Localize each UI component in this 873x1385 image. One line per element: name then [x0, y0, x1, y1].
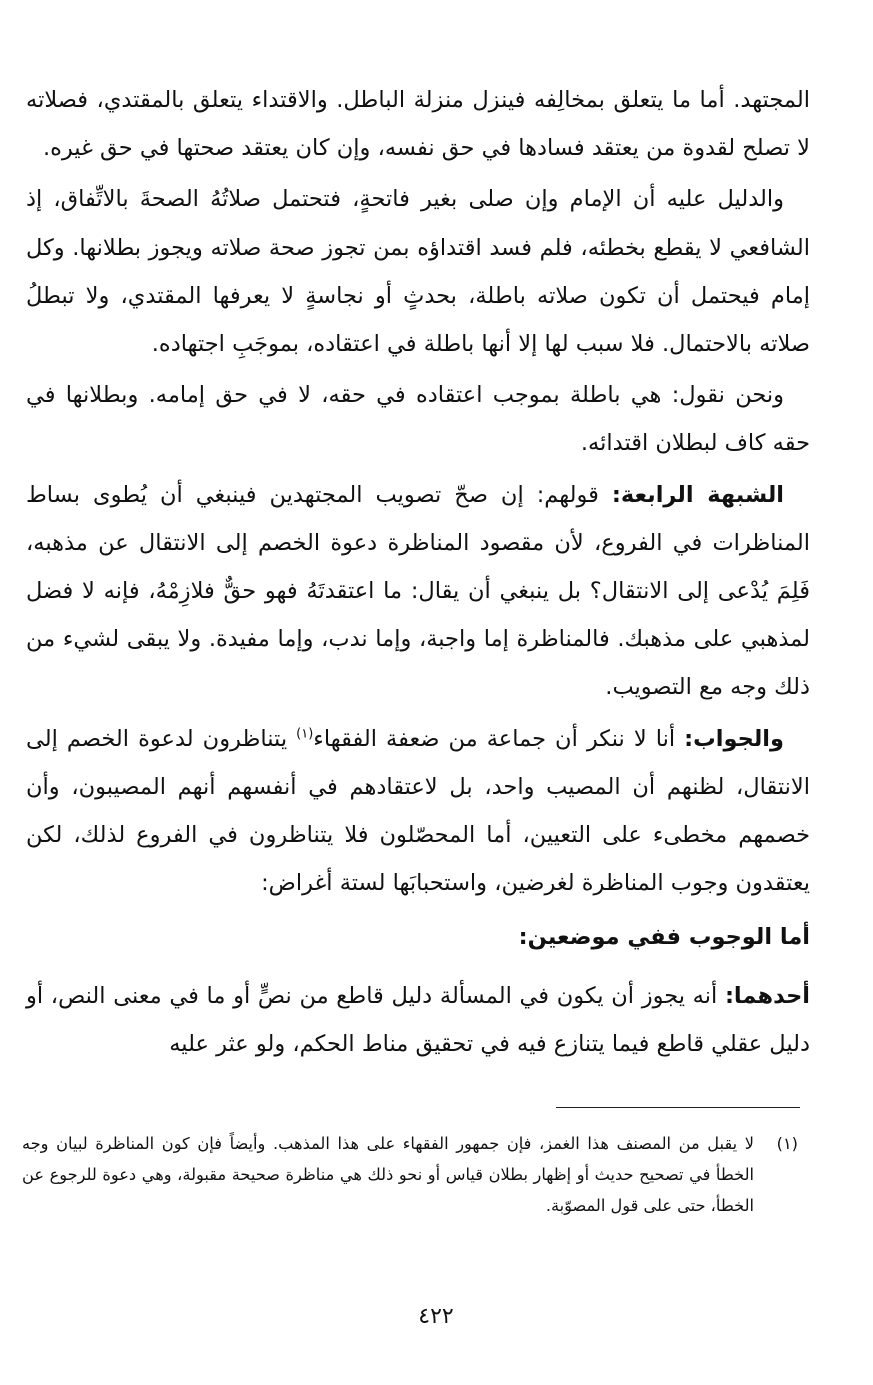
footnotes: [22, 1128, 798, 1221]
paragraph-3-text: ونحن نقول: هي باطلة بموجب اعتقاده في حقه، لا في حق إمامه. وبطلانها في حقه كاف لبطلان اقتدائه.: [26, 382, 810, 457]
paragraph-1-text: المجتهد. أما ما يتعلق بمخالِفه فينزل منزلة الباطل. والاقتداء يتعلق بالمقتدي، فصلاته لا تصلح لقدوة من يعتقد فسادها في حق نفسه، وإن كان يعتقد صحتها في حق غيره.: [26, 87, 810, 162]
paragraph-3: [26, 371, 810, 467]
paragraph-6-lead: أحدهما:: [724, 982, 810, 1009]
paragraph-6: [26, 972, 810, 1068]
paragraph-4: [26, 471, 810, 712]
footnote-reference: (١): [296, 726, 314, 742]
paragraph-6-text: أنه يجوز أن يكون في المسألة دليل قاطع من نصٍّ أو ما في معنى النص، أو دليل عقلي قاطع فيما يتنازع فيه في تحقيق مناط الحكم، ولو عثر عليه: [26, 982, 810, 1057]
paragraph-5-text: يتناظرون لدعوة الخصم إلى الانتقال، لظنهم أن المصيب واحد، بل لاعتقادهم في أنفسهم أنهم المصيبون، وأن خصمهم مخطىء على التعيين، أما المحصّلون فلا يتناظرون في الفروع لذلك، لكن يعتقدون وجوب المناظرة لغرضين، واستحبابَها لستة أغراض:: [26, 725, 810, 897]
page-number: ٤٢٢: [418, 1304, 454, 1329]
paragraph-1: [26, 76, 810, 172]
footnote-divider: [556, 1107, 800, 1108]
main-text: [26, 76, 810, 1071]
paragraph-5-text-before: أنا لا ننكر أن جماعة من ضعفة الفقهاء: [313, 725, 676, 752]
paragraph-2-text: والدليل عليه أن الإمام وإن صلى بغير فاتحةٍ، فتحتمل صلاتُهُ الصحةَ بالاتِّفاق، إذ الشافعي لا يقطع بخطئه، فلم فسد اقتداؤه بمن تجوز صحة صلاته ويجوز بطلانها. وكل إمام فيحتمل أن تكون صلاته باطلة، بحدثٍ أو نجاسةٍ لا يعرفها المقتدي، ولا تبطلُ صلاته بالاحتمال. فلا سبب لها إلا أنها باطلة في اعتقاده، بموجَبِ اجتهاده.: [26, 186, 810, 358]
section-heading: أما الوجوب ففي موضعين:: [518, 924, 810, 951]
paragraph-5: [26, 715, 810, 908]
paragraph-4-lead: الشبهة الرابعة:: [611, 481, 785, 508]
paragraph-2: [26, 175, 810, 368]
footnote-1-text: لا يقبل من المصنف هذا الغمز، فإن جمهور الفقهاء على هذا المذهب. وأيضاً فإن كون المناظرة لبيان وجه الخطأ في تصحيح حديث أو إظهار بطلان قياس أو نحو ذلك هي مناظرة صحيحة مقبولة، وهي دعوة للرجوع عن الخطأ، حتى على قول المصوّبة.: [22, 1134, 754, 1215]
paragraph-4-text: قولهم: إن صحّ تصويب المجتهدين فينبغي أن يُطوى بساط المناظرات في الفروع، لأن مقصود المناظرة دعوة الخصم إلى الانتقال عن مذهبه، فَلِمَ يُدْعى إلى الانتقال؟ بل ينبغي أن يقال: ما اعتقدتَهُ فهو حقٌّ فلازِمْهُ، فإنه لا فضل لمذهبي على مذهبك. فالمناظرة إما واجبة، وإما ندب، وإما مفيدة. ولا يبقى لشيء من ذلك وجه مع التصويب.: [26, 481, 810, 701]
footnote-1: [22, 1128, 798, 1221]
footnote-1-number: (١): [776, 1134, 798, 1153]
paragraph-5-lead: والجواب:: [684, 725, 784, 752]
